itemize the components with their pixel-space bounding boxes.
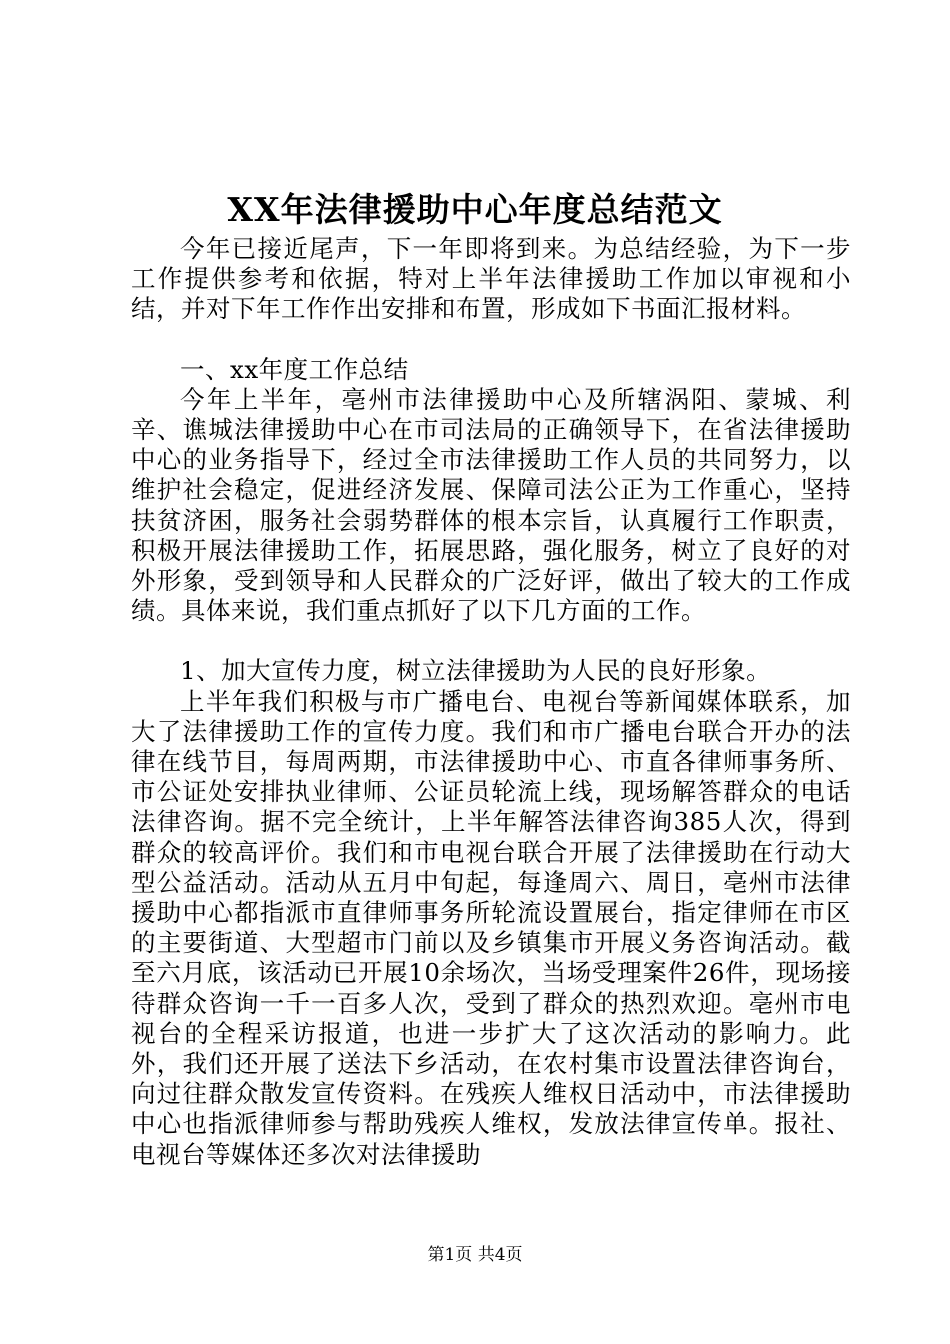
section-heading: 一、xx年度工作总结 bbox=[180, 354, 409, 384]
paragraph-intro: 今年已接近尾声，下一年即将到来。为总结经验，为下一步工作提供参考和依据，特对上半年法律援助工作加以审视和小结，并对下年工作作出安排和布置，形成如下书面汇报材料。 bbox=[131, 234, 851, 324]
document-title: XX年法律援助中心年度总结范文 bbox=[227, 190, 723, 229]
paragraph-summary: 今年上半年，亳州市法律援助中心及所辖涡阳、蒙城、利辛、谯城法律援助中心在市司法局的正确领导下，在省法律援助中心的业务指导下，经过全市法律援助工作人员的共同努力，以维护社会稳定，促进经济发展、保障司法公正为工作重心，坚持扶贫济困，服务社会弱势群体的根本宗旨，认真履行工作职责，积极开展法律援助工作，拓展思路，强化服务，树立了良好的对外形象，受到领导和人民群众的广泛好评，做出了较大的工作成绩。具体来说，我们重点抓好了以下几方面的工作。 bbox=[131, 384, 851, 626]
paragraph-publicity: 上半年我们积极与市广播电台、电视台等新闻媒体联系，加大了法律援助工作的宣传力度。我们和市广播电台联合开办的法律在线节目，每周两期，市法律援助中心、市直各律师事务所、市公证处安排执业律师、公证员轮流上线，现场解答群众的电话法律咨询。据不完全统计，上半年解答法律咨询385人次，得到群众的较高评价。我们和市电视台联合开展了法律援助在行动大型公益活动。活动从五月中旬起，每逢周六、周日，亳州市法律援助中心都指派市直律师事务所轮流设置展台，指定律师在市区的主要街道、大型超市门前以及乡镇集市开展义务咨询活动。截至六月底，该活动已开展10余场次，当场受理案件26件，现场接待群众咨询一千一百多人次，受到了群众的热烈欢迎。亳州市电视台的全程采访报道，也进一步扩大了这次活动的影响力。此外，我们还开展了送法下乡活动，在农村集市设置法律咨询台，向过往群众散发宣传资料。在残疾人维权日活动中，市法律援助中心也指派律师参与帮助残疾人维权，发放法律宣传单。报社、电视台等媒体还多次对法律援助 bbox=[131, 686, 851, 1169]
paragraph-gap bbox=[131, 626, 851, 656]
page-number-footer: 第1页 共4页 bbox=[427, 1245, 523, 1265]
subsection-heading: 1、加大宣传力度，树立法律援助为人民的良好形象。 bbox=[180, 656, 772, 686]
document-body bbox=[131, 234, 851, 1170]
paragraph-gap bbox=[131, 325, 851, 355]
